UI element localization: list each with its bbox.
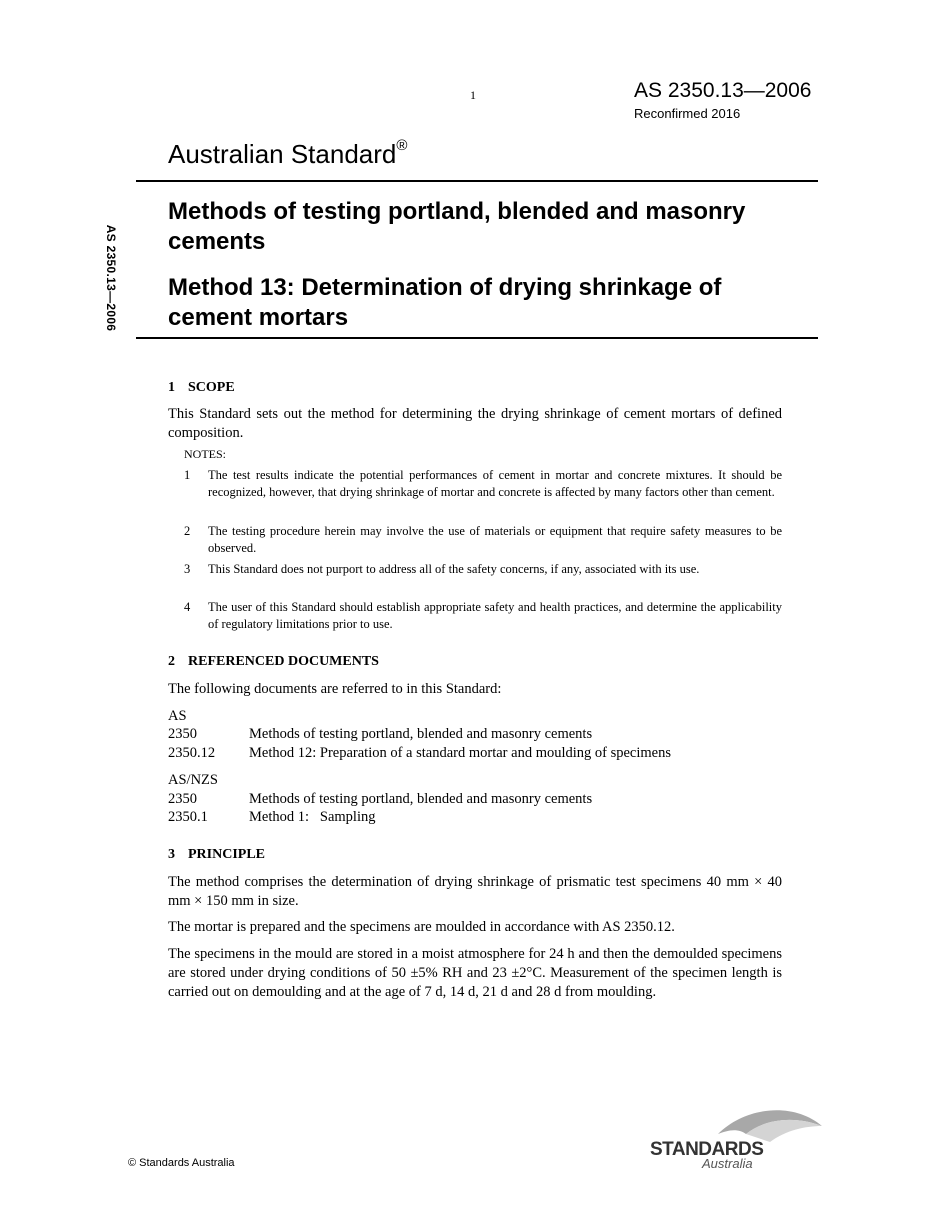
reference-code: 2350 [168,791,197,807]
notes-label: NOTES: [184,447,226,461]
reference-code: 2350.1 [168,809,208,825]
reference-group-label: AS [168,708,187,724]
section-heading-referenced-documents [168,654,379,670]
copyright-notice: © Standards Australia [128,1157,235,1169]
logo-word: STANDARDS [650,1139,764,1160]
reference-title: Method 12: Preparation of a standard mortar and moulding of specimens [249,745,672,761]
reference-item [168,725,592,744]
principle-paragraph: The method comprises the determination of drying shrinkage of prismatic test specimens 40 mm × 40 mm × 150 mm in size. [168,874,782,909]
reference-item [168,744,671,763]
reference-item [168,808,375,827]
section-heading-text: PRINCIPLE [188,847,266,862]
reference-code: 2350.12 [168,745,216,761]
reconfirmed-note: Reconfirmed 2016 [634,106,741,121]
note-number: 4 [184,600,191,614]
top-rule [136,180,818,182]
references-intro: The following documents are referred to in this Standard: [168,681,502,697]
principle-paragraph: The mortar is prepared and the specimens are moulded in accordance with AS 2350.12. [168,919,675,935]
logo-sub: Australia [702,1156,753,1170]
note-text: This Standard does not purport to address all of the safety concerns, if any, associated with its use. [208,562,700,576]
reference-title: Methods of testing portland, blended and masonry cements [249,726,593,742]
method-title: Method 13: Determination of drying shrinkage of cement mortars [168,274,722,331]
registered-mark: ® [396,137,408,155]
scope-paragraph: This Standard sets out the method for determining the drying shrinkage of cement mortars of defined composition. [168,406,782,441]
note-item [184,467,782,501]
standard-number: AS 2350.13—2006 [634,79,812,102]
note-text: The user of this Standard should establish appropriate safety and health practices, and determine the applicability of regulatory limitations prior to use. [208,600,782,631]
section-heading-text: REFERENCED DOCUMENTS [188,654,379,669]
section-number: 3 [168,847,175,862]
section-heading-principle [168,847,265,863]
principle-paragraph: The specimens in the mould are stored in a moist atmosphere for 24 h and then the demoulded specimens are stored under drying conditions of 50 ±5% RH and 23 ±2°C. Measurement of the specimen length is carried out on demoulding and at the age of 7 d, 14 d, 21 d and 28 d from moulding. [168,946,782,1000]
bottom-rule [136,337,818,339]
standards-australia-logo [646,1104,826,1170]
section-heading-scope [168,380,235,396]
section-number: 1 [168,380,175,395]
main-title: Methods of testing portland, blended and masonry cements [168,198,746,255]
section-number: 2 [168,654,175,669]
note-text: The test results indicate the potential performances of cement in mortar and concrete mixtures. It should be recognized, however, that drying shrinkage of mortar and concrete is affected by many factors other than cement. [208,468,782,499]
reference-code: 2350 [168,726,197,742]
reference-title: Method 1: Sampling [249,809,376,825]
note-text: The testing procedure herein may involve the use of materials or equipment that require safety measures to be observed. [208,524,782,555]
note-number: 2 [184,524,191,538]
reference-group-label: AS/NZS [168,772,218,788]
note-item [184,599,782,633]
note-number: 3 [184,562,191,576]
brand-title [168,139,407,170]
note-number: 1 [184,468,191,482]
reference-item [168,790,592,809]
brand-title-text: Australian Standard [168,139,397,169]
reference-title: Methods of testing portland, blended and masonry cements [249,791,593,807]
side-label: AS 2350.13—2006 [104,224,118,332]
section-heading-text: SCOPE [188,380,235,395]
page-number: 1 [470,88,476,102]
note-item [184,523,782,557]
note-item [184,561,782,578]
